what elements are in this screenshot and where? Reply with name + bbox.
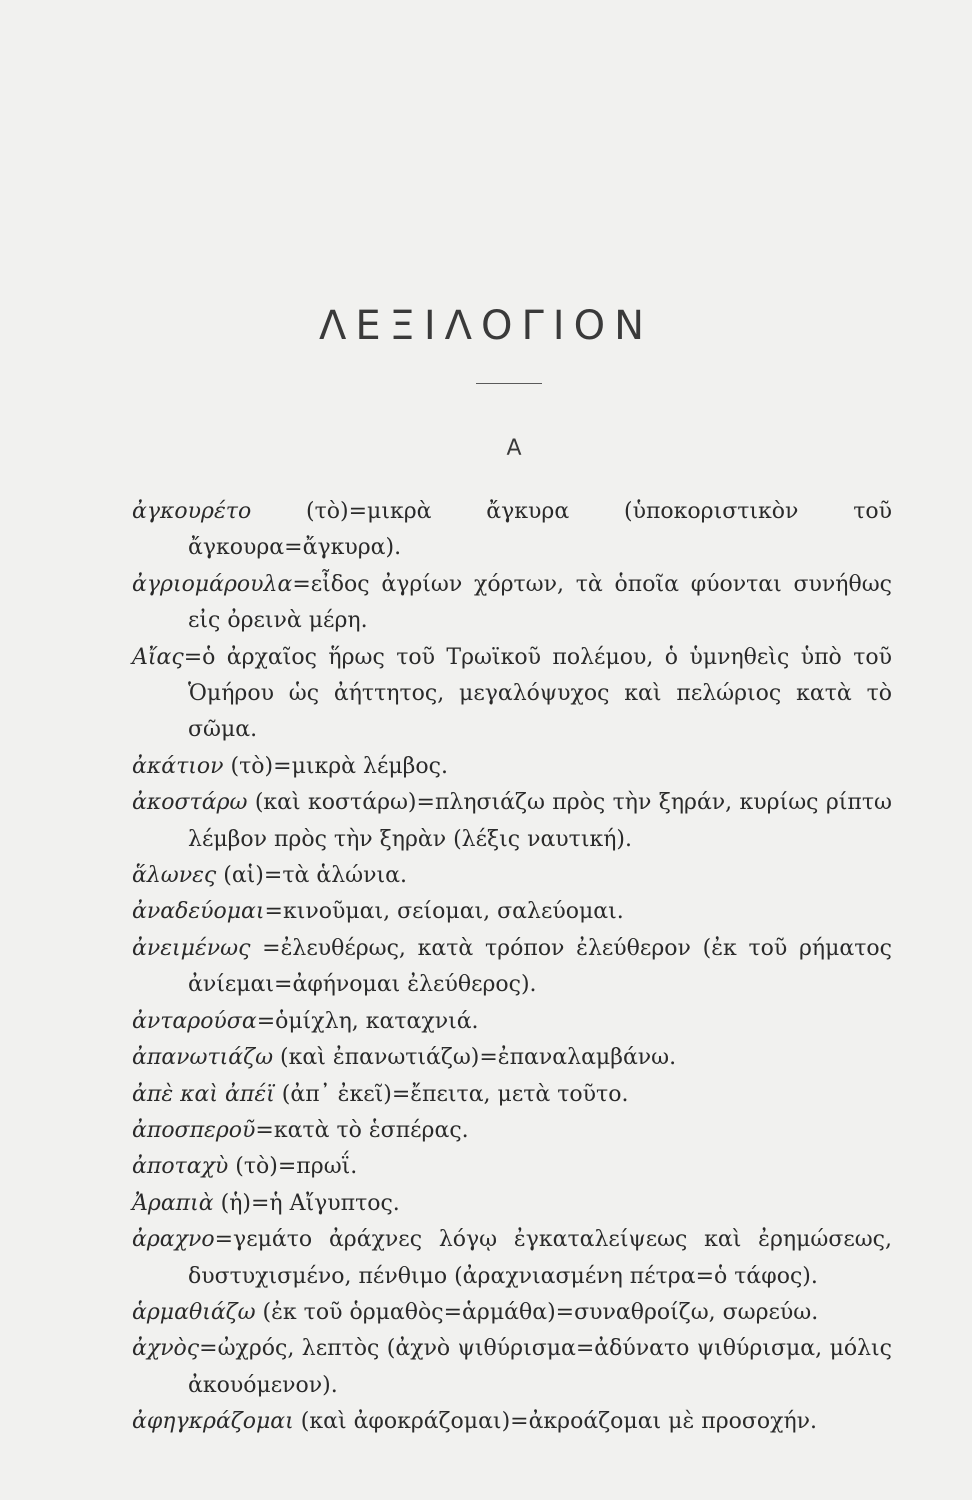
entry-definition: =ὁ ἀρχαῖος ἥρως τοῦ Τρωϊκοῦ πολέμου, ὁ ὑμνηθεὶς ὑπὸ τοῦ Ὁμήρου ὡς ἀήττητος, μεγαλόψυχος καὶ πελώριος κατὰ τὸ σῶμα. [183,644,892,743]
entry-definition: (καὶ ἀφοκράζομαι)=ἀκροάζομαι μὲ προσοχήν. [293,1409,818,1435]
entry-headword: ἀκοστάρω [132,790,248,816]
entry-definition: =εἶδος ἀγρίων χόρτων, τὰ ὁποῖα φύονται συνήθως εἰς ὀρεινὰ μέρη. [188,571,892,634]
entry-headword: Ἀραπιὰ [132,1190,214,1216]
entry-headword: ἅλωνες [132,863,217,889]
entry-headword: ἀνειμένως [132,935,251,961]
entry-definition: =ὁμίχλη, καταχνιά. [256,1008,479,1034]
glossary-entry [132,894,892,930]
entry-definition: =κατὰ τὸ ἑσπέρας. [255,1117,469,1143]
entry-definition: (ἀπ᾿ ἐκεῖ)=ἔπειτα, μετὰ τοῦτο. [274,1081,629,1107]
glossary-entry [132,858,892,894]
entry-definition: =κινοῦμαι, σείομαι, σαλεύομαι. [264,899,624,925]
glossary-entry [132,1186,892,1222]
entry-definition: (τὸ)=πρωΐ. [228,1154,358,1180]
glossary-title: ΛΕΞΙΛΟΓΙΟΝ [318,303,654,349]
entry-headword: ἀχνὸς [132,1336,200,1362]
entry-headword: ἀφηγκράζομαι [132,1409,294,1435]
entry-headword: ἀγριομάρουλα [132,571,293,597]
entry-definition: (καὶ ἐπανωτιάζω)=ἐπαναλαμβάνω. [273,1045,677,1071]
entry-definition: (ἐκ τοῦ ὁρμαθὸς=ἁρμάθα)=συναθροίζω, σωρεύω. [255,1299,819,1325]
glossary-entry [132,1149,892,1185]
glossary-entry [132,1004,892,1040]
entry-definition: =ἐλευθέρως, κατὰ τρόπον ἐλεύθερον (ἐκ τοῦ ρήματος ἀνίεμαι=ἀφήνομαι ἐλεύθερος). [188,935,892,998]
entry-definition: (τὸ)=μικρὰ λέμβος. [223,753,448,779]
glossary-entry [132,1077,892,1113]
glossary-entry [132,785,892,858]
glossary-entry [132,931,892,1004]
glossary-entry [132,1295,892,1331]
title-divider [476,383,542,384]
entry-headword: ἀγκουρέτο [132,499,252,524]
entry-headword: ἀναδεύομαι [132,899,265,925]
glossary-entry [132,1222,892,1295]
entry-headword: ἁρμαθιάζω [132,1299,256,1325]
glossary-entry [132,1040,892,1076]
glossary-entry [132,1331,892,1404]
glossary-entry [132,640,892,749]
entry-definition: (ἡ)=ἡ Αἴγυπτος. [213,1190,400,1216]
entry-definition: =ὠχρός, λεπτὸς (ἀχνὸ ψιθύρισμα=ἀδύνατο ψιθύρισμα, μόλις ἀκουόμενον). [188,1336,892,1398]
glossary-entry [132,749,892,785]
entry-headword: ἀκάτιον [132,753,224,779]
glossary-entry [132,567,892,640]
entry-headword: ἀπανωτιάζω [132,1045,274,1071]
glossary-entry [132,494,892,567]
entry-definition: (τὸ)=μικρὰ ἄγκυρα (ὑποκοριστικὸν τοῦ ἄγκουρα=ἄγκυρα). [188,499,892,561]
entry-definition: (αἱ)=τὰ ἁλώνια. [216,863,407,889]
glossary-entry [132,1113,892,1149]
entry-definition: =γεμάτο ἀράχνες λόγῳ ἐγκαταλείψεως καὶ ἐρημώσεως, δυστυχισμένο, πένθιμο (ἀραχνιασμένη πέτρα=ὁ τάφος). [188,1227,892,1289]
entry-headword: Αἴας [132,644,184,670]
entry-headword: ἀνταρούσα [132,1008,257,1034]
entry-headword: ἀποσπεροῦ [132,1117,256,1143]
entry-headword: ἀποταχὺ [132,1154,229,1180]
glossary-entry [132,1404,892,1440]
glossary-entries [132,494,892,1441]
entry-definition: (καὶ κοστάρω)=πλησιάζω πρὸς τὴν ξηράν, κυρίως ρίπτω λέμβον πρὸς τὴν ξηρὰν (λέξις ναυτική). [188,790,892,852]
entry-headword: ἀπὲ καὶ ἀπέϊ [132,1081,275,1107]
entry-headword: ἀραχνο [132,1227,215,1253]
section-letter: Α [506,436,522,461]
